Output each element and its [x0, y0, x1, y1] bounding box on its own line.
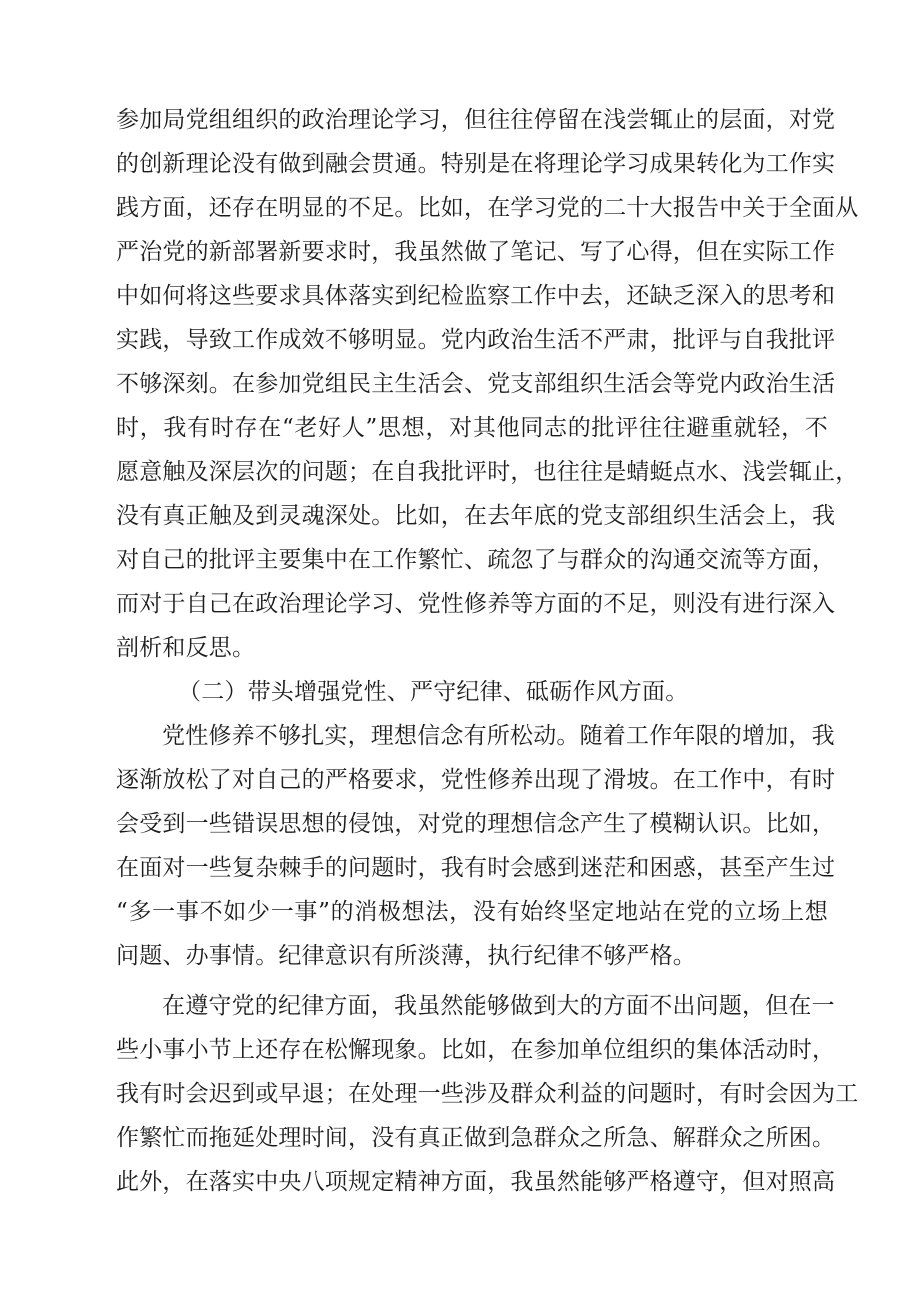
section-heading: （二）带头增强党性、严守纪律、砥砺作风方面。	[178, 679, 689, 705]
text-line: 剖析和反思。	[116, 635, 256, 661]
text-line: 严治党的新部署新要求时，我虽然做了笔记、写了心得，但在实际工作	[116, 239, 836, 265]
text-line: 问题、办事情。纪律意识有所淡薄，执行纪律不够严格。	[116, 943, 696, 969]
paragraph-political-study	[116, 98, 859, 670]
text-line: 对自己的批评主要集中在工作繁忙、疏忽了与群众的沟通交流等方面，	[116, 547, 836, 573]
paragraph-discipline	[116, 984, 859, 1204]
text-line: 参加局党组组织的政治理论学习，但往往停留在浅尝辄止的层面，对党	[116, 107, 836, 133]
document-body	[116, 98, 859, 1204]
text-line: 此外，在落实中央八项规定精神方面，我虽然能够严格遵守，但对照高	[116, 1169, 836, 1195]
text-line: 在遵守党的纪律方面，我虽然能够做到大的方面不出问题，但在一	[162, 993, 835, 1019]
text-line: 会受到一些错误思想的侵蚀，对党的理想信念产生了模糊认识。比如，	[116, 811, 836, 837]
text-line: 些小事小节上还存在松懈现象。比如，在参加单位组织的集体活动时，	[116, 1037, 836, 1063]
text-line: 时，我有时存在“老好人”思想，对其他同志的批评往往避重就轻，不	[116, 415, 828, 441]
text-line: 践方面，还存在明显的不足。比如，在学习党的二十大报告中关于全面从	[116, 195, 859, 221]
text-line: 在面对一些复杂棘手的问题时，我有时会感到迷茫和困惑，甚至产生过	[116, 855, 836, 881]
text-line: 而对于自己在政治理论学习、党性修养等方面的不足，则没有进行深入	[116, 591, 836, 617]
text-line: 党性修养不够扎实，理想信念有所松动。随着工作年限的增加，我	[162, 723, 835, 749]
text-line: 逐渐放松了对自己的严格要求，党性修养出现了滑坡。在工作中，有时	[116, 767, 836, 793]
text-line: 愿意触及深层次的问题；在自我批评时，也往往是蜻蜓点水、浅尝辄止，	[116, 459, 859, 485]
text-line: 我有时会迟到或早退；在处理一些涉及群众利益的问题时，有时会因为工	[116, 1081, 859, 1107]
text-line: 不够深刻。在参加党组民主生活会、党支部组织生活会等党内政治生活	[116, 371, 836, 397]
text-line: 没有真正触及到灵魂深处。比如，在去年底的党支部组织生活会上，我	[116, 503, 836, 529]
text-line: 作繁忙而拖延处理时间，没有真正做到急群众之所急、解群众之所困。	[116, 1125, 836, 1151]
text-line: “多一事不如少一事”的消极想法，没有始终坚定地站在党的立场上想	[116, 899, 828, 925]
text-line: 中如何将这些要求具体落实到纪检监察工作中去，还缺乏深入的思考和	[116, 283, 836, 309]
text-line: 实践，导致工作成效不够明显。党内政治生活不严肃，批评与自我批评	[116, 327, 836, 353]
paragraph-party-spirit	[116, 714, 836, 978]
text-line: 的创新理论没有做到融会贯通。特别是在将理论学习成果转化为工作实	[116, 151, 836, 177]
